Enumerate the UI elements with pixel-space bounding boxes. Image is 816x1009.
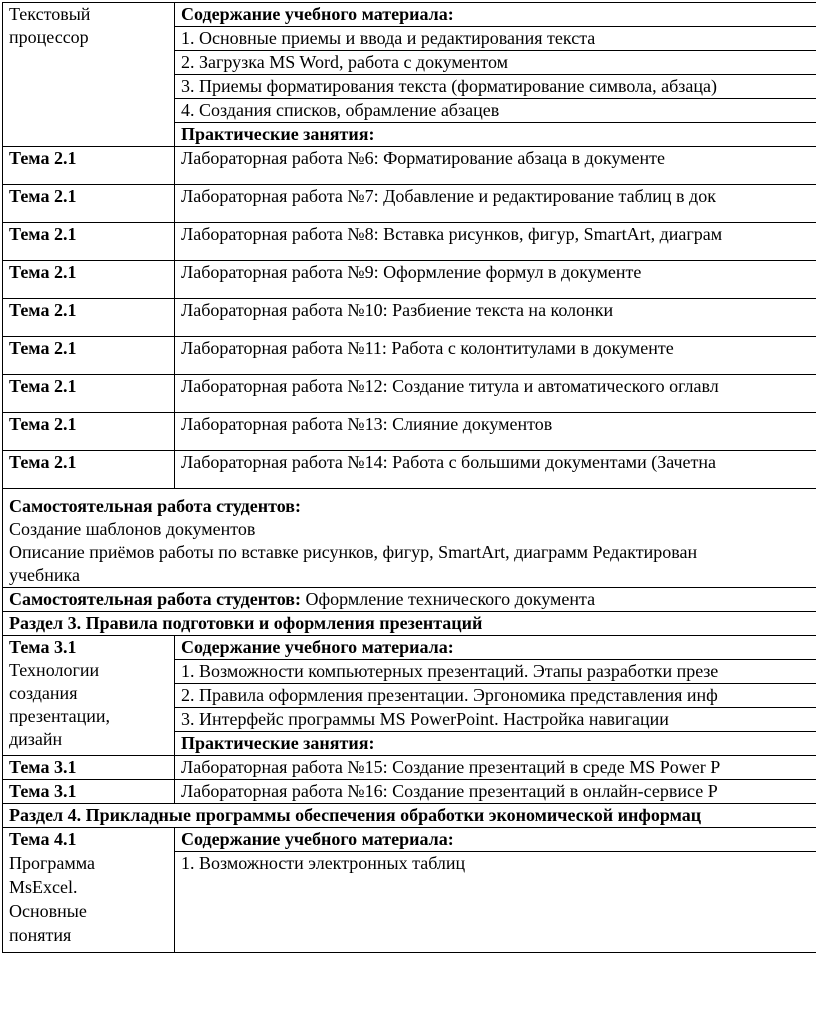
- practice-header: Практические занятия:: [175, 732, 816, 756]
- lab-topic: Тема 2.1: [3, 261, 175, 299]
- lab-topic: Тема 2.1: [3, 147, 175, 185]
- table-row: [3, 612, 816, 636]
- curriculum-table: [2, 2, 816, 953]
- lab-text: Лабораторная работа №11: Работа с колонтитулами в документе: [175, 337, 816, 375]
- content-item: 1. Возможности компьютерных презентаций. Этапы разработки прeзе: [175, 660, 816, 684]
- table-row: [3, 636, 816, 660]
- self-work-line: Описание приёмов работы по вставке рисунков, фигур, SmartArt, диаграмм Редактирован: [9, 542, 698, 562]
- lab-topic: Тема 3.1: [3, 780, 175, 804]
- lab-topic: Тема 2.1: [3, 413, 175, 451]
- table-row: [3, 299, 816, 337]
- table-row: [3, 588, 816, 612]
- self-work-cell: [3, 489, 816, 588]
- lab-topic: Тема 2.1: [3, 337, 175, 375]
- table-row: [3, 756, 816, 780]
- lab-text: Лабораторная работа №12: Создание титула и автоматического оглавл: [175, 375, 816, 413]
- table-row: [3, 489, 816, 588]
- topic-description: Технологии создания презентации, дизайн: [9, 660, 111, 749]
- lab-text: Лабораторная работа №6: Форматирование абзаца в документе: [175, 147, 816, 185]
- self-work-line: учебника: [9, 565, 80, 585]
- topic-number: Тема 3.1: [9, 637, 77, 657]
- table-row: [3, 375, 816, 413]
- lab-text: Лабораторная работа №15: Создание презентаций в среде MS Power P: [175, 756, 816, 780]
- table-row: [3, 451, 816, 489]
- topic-description: Программа MsExcel. Основные понятия: [9, 853, 96, 945]
- self-work-header: Самостоятельная работа студентов:: [9, 589, 301, 609]
- practice-header: Практические занятия:: [175, 123, 816, 147]
- lab-text: Лабораторная работа №14: Работа с большими документами (Зачетна: [175, 451, 816, 489]
- content-item: 2. Загрузка MS Word, работа с документом: [175, 51, 816, 75]
- lab-text: Лабораторная работа №7: Добавление и редактирование таблиц в док: [175, 185, 816, 223]
- lab-topic: Тема 2.1: [3, 375, 175, 413]
- table-row: [3, 223, 816, 261]
- content-item: 3. Интерфейс программы MS PowerPoint. Настройка навигации: [175, 708, 816, 732]
- lab-topic: Тема 2.1: [3, 299, 175, 337]
- content-header: Содержание учебного материала:: [175, 3, 816, 27]
- table-row: [3, 337, 816, 375]
- content-item: 3. Приемы форматирования текста (форматирование символа, абзаца): [175, 75, 816, 99]
- content-item: 4. Создания списков, обрамление абзацев: [175, 99, 816, 123]
- topic-cell: [3, 828, 175, 953]
- lab-topic: Тема 2.1: [3, 223, 175, 261]
- table-row: [3, 185, 816, 223]
- content-item: 1. Возможности электронных таблиц: [175, 852, 816, 953]
- self-work-cell: [3, 588, 816, 612]
- topic-cell: [3, 636, 175, 756]
- lab-text: Лабораторная работа №10: Разбиение текста на колонки: [175, 299, 816, 337]
- table-row: [3, 3, 816, 27]
- lab-text: Лабораторная работа №9: Оформление формул в документе: [175, 261, 816, 299]
- curriculum-document: [2, 2, 816, 953]
- section-title: Раздел 4. Прикладные программы обеспечения обработки экономической информац: [3, 804, 816, 828]
- content-item: 2. Правила оформления презентации. Эргономика представления инф: [175, 684, 816, 708]
- topic-cell: [3, 3, 175, 147]
- self-work-header: Самостоятельная работа студентов:: [9, 496, 301, 516]
- content-header: Содержание учебного материала:: [175, 828, 816, 852]
- self-work-line: Создание шаблонов документов: [9, 519, 256, 539]
- table-row: [3, 261, 816, 299]
- lab-text: Лабораторная работа №16: Создание презентаций в онлайн-сервисе P: [175, 780, 816, 804]
- lab-text: Лабораторная работа №8: Вставка рисунков, фигур, SmartArt, диаграм: [175, 223, 816, 261]
- table-row: [3, 780, 816, 804]
- table-row: [3, 804, 816, 828]
- content-header: Содержание учебного материала:: [175, 636, 816, 660]
- lab-topic: Тема 2.1: [3, 185, 175, 223]
- table-row: [3, 828, 816, 852]
- table-row: [3, 147, 816, 185]
- section-title: Раздел 3. Правила подготовки и оформления презентаций: [3, 612, 816, 636]
- topic-label: Текстовый процессор: [9, 4, 91, 47]
- lab-topic: Тема 3.1: [3, 756, 175, 780]
- table-row: [3, 413, 816, 451]
- lab-text: Лабораторная работа №13: Слияние документов: [175, 413, 816, 451]
- lab-topic: Тема 2.1: [3, 451, 175, 489]
- self-work-text: Оформление технического документа: [300, 589, 596, 609]
- topic-number: Тема 4.1: [9, 829, 77, 849]
- content-item: 1. Основные приемы и ввода и редактирования текста: [175, 27, 816, 51]
